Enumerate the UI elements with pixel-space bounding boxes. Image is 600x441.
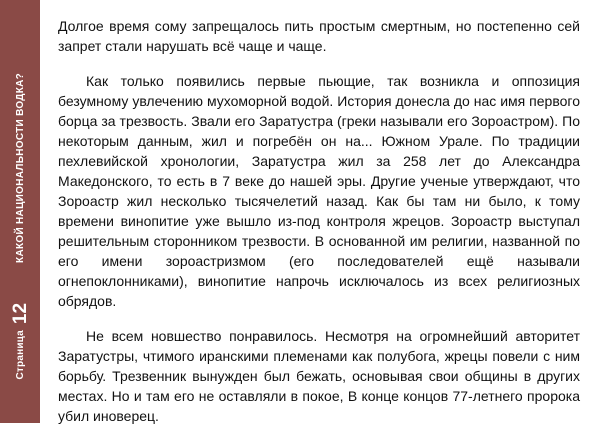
page-number: 12 <box>9 302 31 325</box>
sidebar <box>0 0 40 423</box>
paragraph: Не всем новшество понравилось. Несмотря на огромнейший авторитет Заратустры, чтимого иранскими племенами как полубога, жрецы повели с ним борьбу. Трезвенник вынужден был бежать, основывая свои общины в других местах. Но и там его не оставляли в покое, В конце концов 77-летнего пророка убил иноверец. <box>58 328 580 424</box>
paragraph: Долгое время сому запрещалось пить простым смертным, но постепенно сей запрет стали нарушать всё чаще и чаще. <box>58 18 580 54</box>
page-label: Страница <box>14 330 26 380</box>
section-title: КАКОЙ НАЦИОНАЛЬНОСТИ ВОДКА? <box>14 72 26 263</box>
sidebar-rotated-header <box>0 0 40 423</box>
article-body <box>58 16 580 441</box>
paragraph: Как только появились первые пьющие, так возникла и оппозиция безумному увлечению мухоморной водой. История донесла до нас имя первого борца за трезвость. Звали его Заратустра (греки называли его Зороастром). По некоторым данным, жил и погребён он на... Южном Урале. По традиции пехлевийской хронологии, Заратустра жил за 258 лет до Александра Македонского, то есть в 7 веке до нашей эры. Другие ученые утверждают, что Зороастр жил несколько тысячелетий назад. Как бы там ни было, к тому времени винопитие уже вышло из-под контроля жрецов. Зороастр выступал решительным сторонником трезвости. В основанной им религии, названной по его имени зороастризмом (его последователей ещё называли огнепоклонниками), винопитие напрочь исключалось из всех религиозных обрядов. <box>58 73 580 309</box>
